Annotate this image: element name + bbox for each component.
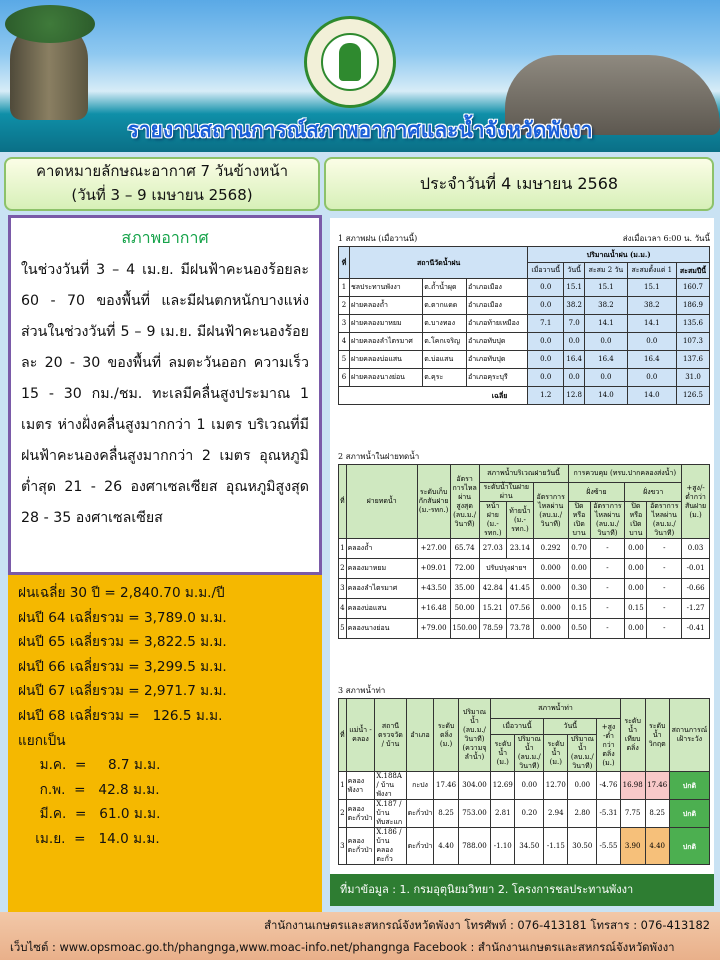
runoff-table-row xyxy=(339,772,710,800)
t2-h-down: ท้ายน้ำ (ม.-รทก.) xyxy=(506,502,533,539)
rain-line: ก.พ. = 42.8 ม.ม. xyxy=(18,781,160,798)
t2-diff-cell: -1.27 xyxy=(682,599,710,619)
t2-up-cell: 27.03 xyxy=(479,539,506,559)
t1-station-cell: ฝายคลองนางย่อน xyxy=(350,369,423,387)
t3-h-diff: +สูง -ต่ำกว่าตลิ่ง (ม.) xyxy=(597,719,620,772)
t2-no-cell: 5 xyxy=(339,619,347,639)
t1-h-station: สถานีวัดน้ำฝน xyxy=(350,247,528,279)
t2-maxflow-cell: 35.00 xyxy=(450,579,479,599)
t3-h-state: สภาพน้ำท่า xyxy=(491,699,620,719)
t2-rate-left-cell: - xyxy=(590,559,625,579)
t3-pct-cell: 16.98 xyxy=(620,772,645,800)
t3-pct2-cell: 4.40 xyxy=(645,828,669,865)
t3-capacity-cell: 304.00 xyxy=(458,772,491,800)
t3-level-y-cell: 12.69 xyxy=(491,772,515,800)
t2-down-cell: 41.45 xyxy=(506,579,533,599)
t1-today-cell: 0.0 xyxy=(564,333,585,351)
t1-no-cell: 5 xyxy=(339,351,350,369)
t1-no-cell: 6 xyxy=(339,369,350,387)
t1-station-cell: ฝายคลองบ่อแสน xyxy=(350,351,423,369)
t1-no-cell: 1 xyxy=(339,279,350,297)
footer xyxy=(0,912,720,960)
t2-no-cell: 2 xyxy=(339,559,347,579)
t3-h-level-t: ระดับน้ำ (ม.) xyxy=(544,735,568,772)
footer-contact: สำนักงานเกษตรและสหกรณ์จังหวัดพังงา โทรศัพท์ : 076-413181 โทรสาร : 076-413182 xyxy=(264,918,710,932)
t1-today-cell: 38.2 xyxy=(564,297,585,315)
t1-today-cell: 0.0 xyxy=(564,369,585,387)
t1-amphoe-cell: อำเภอเมือง xyxy=(466,279,527,297)
t2-rate-right-cell: - xyxy=(647,619,682,639)
t1-yesterday-cell: 7.1 xyxy=(528,315,564,333)
t1-station-cell: ฝายคลองถ้ำ xyxy=(350,297,423,315)
t3-level-y-cell: -1.10 xyxy=(491,828,515,865)
t1-today-cell: 15.1 xyxy=(564,279,585,297)
forecast-dates: (วันที่ 3 – 9 เมษายน 2568) xyxy=(71,186,253,204)
t3-diff-cell: -4.76 xyxy=(597,772,620,800)
t1-acc2-cell: 14.1 xyxy=(585,315,627,333)
t2-rate-left-cell: - xyxy=(590,619,625,639)
t3-flow-t-cell: 30.50 xyxy=(568,828,597,865)
t2-h-maxflow: อัตราการไหลผ่านสูงสุด (ลบ.ม./วินาที) xyxy=(450,465,479,539)
rain-line: ฝนปี 65 เฉลี่ยรวม = 3,822.5 ม.ม. xyxy=(18,634,227,651)
runoff-table-row xyxy=(339,828,710,865)
t1-acc1-cell: 15.1 xyxy=(627,279,676,297)
t2-crest-cell: +27.00 xyxy=(417,539,450,559)
rain-table-row xyxy=(339,297,710,315)
t3-station-cell: X.187 / บ้านทับสะแก xyxy=(375,800,406,828)
t2-open-right-cell: 0.00 xyxy=(625,579,647,599)
t3-h-no: ที่ xyxy=(339,699,347,772)
t2-open-right-cell: 0.00 xyxy=(625,619,647,639)
forecast-period-box xyxy=(4,157,320,211)
t3-h-station: สถานีตรวจวัด / บ้าน xyxy=(375,699,406,772)
weir-table-row xyxy=(339,579,710,599)
header-banner xyxy=(0,0,720,152)
t3-no-cell: 2 xyxy=(339,800,347,828)
t3-level-y-cell: 2.81 xyxy=(491,800,515,828)
t2-rate-right-cell: - xyxy=(647,599,682,619)
rain-table-row xyxy=(339,315,710,333)
t2-h-weir: ฝายทดน้ำ xyxy=(346,465,417,539)
t3-h-pct: ระดับน้ำ เทียบตลิ่ง xyxy=(620,699,645,772)
t3-no-cell: 3 xyxy=(339,828,347,865)
t2-diff-cell: -0.01 xyxy=(682,559,710,579)
t1-h-amount: ปริมาณน้ำฝน (ม.ม.) xyxy=(528,247,710,263)
t2-flow-cell: 0.000 xyxy=(533,579,568,599)
rain-line: ฝนเฉลี่ย 30 ปี = 2,840.70 ม.ม./ปี xyxy=(18,585,225,601)
t3-pct-cell: 7.75 xyxy=(620,800,645,828)
rain-table-row xyxy=(339,351,710,369)
t2-flow-cell: 0.292 xyxy=(533,539,568,559)
t2-h-open-right: ปิดหรือเปิดบาน xyxy=(625,502,647,539)
t2-h-diff: +สูง/-ต่ำกว่าสันฝาย (ม.) xyxy=(682,465,710,539)
t2-h-no: ที่ xyxy=(339,465,347,539)
rain-table-row xyxy=(339,369,710,387)
t2-flow-cell: 0.000 xyxy=(533,559,568,579)
t2-diff-cell: -0.66 xyxy=(682,579,710,599)
weir-table-row xyxy=(339,599,710,619)
rain-line: ฝนปี 68 เฉลี่ยรวม = 126.5 ม.ม. xyxy=(18,707,223,724)
t1-year-cell: 137.6 xyxy=(676,351,709,369)
t2-crest-cell: +09.01 xyxy=(417,559,450,579)
t2-open-left-cell: 0.70 xyxy=(568,539,590,559)
t2-no-cell: 3 xyxy=(339,579,347,599)
data-source-bar: ที่มาข้อมูล : 1. กรมอุตุนิยมวิทยา 2. โครงการชลประทานพังงา xyxy=(330,874,714,906)
t3-station-cell: X.186 / บ้านคลองตะกั่ว xyxy=(375,828,406,865)
t1-tambon-cell: ต.บ่อแสน xyxy=(423,351,467,369)
t2-crest-cell: +43.50 xyxy=(417,579,450,599)
t2-down-cell: 23.14 xyxy=(506,539,533,559)
t2-up-cell: ปรับปรุงฝายฯ xyxy=(479,559,533,579)
t3-capacity-cell: 753.00 xyxy=(458,800,491,828)
t2-rate-left-cell: - xyxy=(590,579,625,599)
t3-pct2-cell: 17.46 xyxy=(645,772,669,800)
t1-h-yesterday: เมื่อวานนี้ xyxy=(528,263,564,279)
t3-flow-y-cell: 0.20 xyxy=(515,800,544,828)
t3-pct-cell: 3.90 xyxy=(620,828,645,865)
t2-diff-cell: -0.41 xyxy=(682,619,710,639)
t1-acc2-cell: 0.0 xyxy=(585,333,627,351)
t1-avg-row xyxy=(339,387,710,405)
t1-amphoe-cell: อำเภอทับปุด xyxy=(466,333,527,351)
t1-year-cell: 186.9 xyxy=(676,297,709,315)
t2-crest-cell: +79.00 xyxy=(417,619,450,639)
t2-rate-left-cell: - xyxy=(590,539,625,559)
seal-inner-ring xyxy=(321,33,379,91)
t2-flow-cell: 0.000 xyxy=(533,599,568,619)
t1-tambon-cell: ต.คุระ xyxy=(423,369,467,387)
t3-bank-cell: 17.46 xyxy=(434,772,458,800)
t3-bank-cell: 8.25 xyxy=(434,800,458,828)
t1-avg-cell: 14.0 xyxy=(585,387,627,405)
t3-level-t-cell: 12.70 xyxy=(544,772,568,800)
t3-h-capacity: ปริมาณน้ำ (ลบ.ม./วินาที) (ความจุลำน้ำ) xyxy=(458,699,491,772)
t3-amphoe-cell: ตะกั่วป่า xyxy=(406,800,434,828)
rain-table-row xyxy=(339,279,710,297)
t1-avg-cell: 12.8 xyxy=(564,387,585,405)
t1-year-cell: 107.3 xyxy=(676,333,709,351)
t2-no-cell: 1 xyxy=(339,539,347,559)
weir-table-row xyxy=(339,559,710,579)
t1-no-cell: 4 xyxy=(339,333,350,351)
t2-up-cell: 42.84 xyxy=(479,579,506,599)
rain-line: ฝนปี 66 เฉลี่ยรวม = 3,299.5 ม.ม. xyxy=(18,658,227,675)
t3-status-cell: ปกติ xyxy=(669,800,709,828)
forecast-title: คาดหมายลักษณะอากาศ 7 วันข้างหน้า xyxy=(35,162,289,180)
t3-h-today: วันนี้ xyxy=(544,719,597,735)
t2-h-state: สภาพน้ำบริเวณฝายวันนี้ xyxy=(479,465,568,483)
t1-h-acc1: สะสมตั้งแต่ 1 xyxy=(627,263,676,279)
t2-rate-right-cell: - xyxy=(647,559,682,579)
t2-open-right-cell: 0.00 xyxy=(625,559,647,579)
weather-panel xyxy=(8,215,322,575)
runoff-section-title: 3 สภาพน้ำท่า xyxy=(338,686,386,695)
page-title: รายงานสถานการณ์สภาพอากาศและน้ำจังหวัดพังงา xyxy=(127,118,593,142)
t2-maxflow-cell: 65.74 xyxy=(450,539,479,559)
t3-river-cell: คลองตะกั่วป่า xyxy=(346,800,375,828)
t2-weir-cell: คลองมาหยม xyxy=(346,559,417,579)
t3-status-cell: ปกติ xyxy=(669,772,709,800)
t3-h-yesterday: เมื่อวานนี้ xyxy=(491,719,544,735)
water-tables-panel xyxy=(330,218,714,874)
t2-weir-cell: คลองลำไตรมาศ xyxy=(346,579,417,599)
t2-h-up: หน้าฝาย (ม.-รทก.) xyxy=(479,502,506,539)
t2-open-right-cell: 0.00 xyxy=(625,539,647,559)
t1-h-no: ที่ xyxy=(339,247,350,279)
t2-open-left-cell: 0.15 xyxy=(568,599,590,619)
t1-amphoe-cell: อำเภอท้ายเหมือง xyxy=(466,315,527,333)
t1-station-cell: ฝายคลองลำไตรมาศ xyxy=(350,333,423,351)
t2-up-cell: 15.21 xyxy=(479,599,506,619)
t2-diff-cell: 0.03 xyxy=(682,539,710,559)
t3-level-t-cell: -1.15 xyxy=(544,828,568,865)
t1-yesterday-cell: 0.0 xyxy=(528,351,564,369)
t1-h-today: วันนี้ xyxy=(564,263,585,279)
t3-flow-t-cell: 0.00 xyxy=(568,772,597,800)
t3-no-cell: 1 xyxy=(339,772,347,800)
t2-h-crest: ระดับเก็บกักสันฝาย (ม.-รทก.) xyxy=(417,465,450,539)
t2-weir-cell: คลองนางย่อน xyxy=(346,619,417,639)
t3-flow-y-cell: 34.50 xyxy=(515,828,544,865)
t3-h-flow-y: ปริมาณน้ำ (ลบ.ม./วินาที) xyxy=(515,735,544,772)
t2-h-flow: อัตราการไหลผ่าน (ลบ.ม./วินาที) xyxy=(533,483,568,539)
rain-line: มี.ค. = 61.0 ม.ม. xyxy=(18,806,161,823)
t2-rate-right-cell: - xyxy=(647,539,682,559)
runoff-table-row xyxy=(339,800,710,828)
rain-report-time: ส่งเมื่อเวลา 6:00 น. วันนี้ xyxy=(622,234,710,243)
t2-rate-right-cell: - xyxy=(647,579,682,599)
t1-no-cell: 3 xyxy=(339,315,350,333)
rain-table-row xyxy=(339,333,710,351)
seal-deity-icon xyxy=(339,43,361,81)
weir-table-row xyxy=(339,539,710,559)
t2-down-cell: 07.56 xyxy=(506,599,533,619)
t2-rate-left-cell: - xyxy=(590,599,625,619)
t2-h-open-left: ปิดหรือเปิดบาน xyxy=(568,502,590,539)
runoff-table-section xyxy=(338,684,710,865)
rain-section-title: 1 สภาพฝน (เมื่อวานนี้) xyxy=(338,234,418,243)
t1-amphoe-cell: อำเภอเมือง xyxy=(466,297,527,315)
t2-down-cell: 73.78 xyxy=(506,619,533,639)
t1-acc1-cell: 16.4 xyxy=(627,351,676,369)
t3-pct2-cell: 8.25 xyxy=(645,800,669,828)
t1-acc2-cell: 16.4 xyxy=(585,351,627,369)
t3-bank-cell: 4.40 xyxy=(434,828,458,865)
t3-amphoe-cell: ตะกั่วป่า xyxy=(406,828,434,865)
t3-level-t-cell: 2.94 xyxy=(544,800,568,828)
t3-amphoe-cell: กะปง xyxy=(406,772,434,800)
rainfall-summary xyxy=(8,575,322,915)
t1-acc1-cell: 0.0 xyxy=(627,369,676,387)
t3-capacity-cell: 788.00 xyxy=(458,828,491,865)
t1-acc1-cell: 38.2 xyxy=(627,297,676,315)
t1-acc1-cell: 14.1 xyxy=(627,315,676,333)
t3-h-status: สถานการณ์ เฝ้าระวัง xyxy=(669,699,709,772)
t2-open-right-cell: 0.15 xyxy=(625,599,647,619)
t1-yesterday-cell: 0.0 xyxy=(528,297,564,315)
t1-tambon-cell: ต.บางทอง xyxy=(423,315,467,333)
runoff-table xyxy=(338,698,710,865)
t1-today-cell: 7.0 xyxy=(564,315,585,333)
t2-h-level: ระดับน้ำในฝายผ่าน xyxy=(479,483,533,502)
t2-weir-cell: คลองบ่อแสน xyxy=(346,599,417,619)
t3-diff-cell: -5.31 xyxy=(597,800,620,828)
t3-h-pct2: ระดับน้ำ วิกฤต xyxy=(645,699,669,772)
t2-no-cell: 4 xyxy=(339,599,347,619)
t2-open-left-cell: 0.30 xyxy=(568,579,590,599)
t1-tambon-cell: ต.โคกเจริญ xyxy=(423,333,467,351)
t1-acc1-cell: 0.0 xyxy=(627,333,676,351)
t1-year-cell: 31.0 xyxy=(676,369,709,387)
t1-acc2-cell: 38.2 xyxy=(585,297,627,315)
t3-diff-cell: -5.55 xyxy=(597,828,620,865)
t3-h-amphoe: อำเภอ xyxy=(406,699,434,772)
t2-weir-cell: คลองถ้ำ xyxy=(346,539,417,559)
rain-table-section xyxy=(338,232,710,405)
t1-amphoe-cell: อำเภอทับปุด xyxy=(466,351,527,369)
t3-station-cell: X.188A / บ้านพังงา xyxy=(375,772,406,800)
report-date-box: ประจำวันที่ 4 เมษายน 2568 xyxy=(324,157,714,211)
t3-river-cell: คลองตะกั่วป่า xyxy=(346,828,375,865)
t2-maxflow-cell: 150.00 xyxy=(450,619,479,639)
t1-tambon-cell: ต.ตากแดด xyxy=(423,297,467,315)
t2-open-left-cell: 0.50 xyxy=(568,619,590,639)
t2-up-cell: 78.59 xyxy=(479,619,506,639)
rain-line: ฝนปี 64 เฉลี่ยรวม = 3,789.0 ม.ม. xyxy=(18,609,227,626)
t1-acc2-cell: 15.1 xyxy=(585,279,627,297)
t1-year-cell: 135.6 xyxy=(676,315,709,333)
weather-heading: สภาพอากาศ xyxy=(121,228,209,247)
footer-website: เว็บไซต์ : www.opsmoac.go.th/phangnga,www.moac-info.net/phangnga Facebook : สำนักงานเกษตรและสหกรณ์จังหวัดพังงา xyxy=(10,940,675,954)
t1-station-cell: ฝายคลองมาหยม xyxy=(350,315,423,333)
t2-h-right: ฝั่งขวา xyxy=(625,483,682,502)
t1-station-cell: ชลประทานพังงา xyxy=(350,279,423,297)
rain-line: ม.ค. = 8.7 ม.ม. xyxy=(18,757,161,774)
t2-h-left: ฝั่งซ้าย xyxy=(568,483,625,502)
t3-h-flow-t: ปริมาณน้ำ (ลบ.ม./วินาที) xyxy=(568,735,597,772)
t1-yesterday-cell: 0.0 xyxy=(528,279,564,297)
t2-h-rate-right: อัตราการไหลผ่าน (ลบ.ม./วินาที) xyxy=(647,502,682,539)
weir-section-title: 2 สภาพน้ำในฝายทดน้ำ xyxy=(338,452,420,461)
t3-river-cell: คลองพังงา xyxy=(346,772,375,800)
t1-avg-label: เฉลี่ย xyxy=(339,387,528,405)
t2-open-left-cell: 0.00 xyxy=(568,559,590,579)
t1-avg-cell: 14.0 xyxy=(627,387,676,405)
t1-amphoe-cell: อำเภอคุระบุรี xyxy=(466,369,527,387)
rock-foliage-image xyxy=(5,5,95,43)
ministry-seal-logo xyxy=(304,16,396,108)
t1-no-cell: 2 xyxy=(339,297,350,315)
rain-line: แยกเป็น xyxy=(18,732,66,749)
t1-tambon-cell: ต.ถ้ำน้ำผุด xyxy=(423,279,467,297)
t2-h-control: การควบคุม (ทรบ.ปากคลองส่งน้ำ) xyxy=(568,465,682,483)
t1-yesterday-cell: 0.0 xyxy=(528,333,564,351)
t3-h-bank: ระดับตลิ่ง (ม.) xyxy=(434,699,458,772)
t3-status-cell: ปกติ xyxy=(669,828,709,865)
weather-description: ในช่วงวันที่ 3 – 4 เม.ย. มีฝนฟ้าคะนองร้อยละ 60 - 70 ของพื้นที่ และมีฝนตกหนักบางแห่ง ส่วนในช่วงวันที่ 5 – 9 เม.ย. มีฝนฟ้าคะนองร้อยละ 20 - 30 ของพื้นที่ ลมตะวันออก ความเร็ว 15 - 30 กม./ชม. ทะเลมีคลื่นสูงประมาณ 1 เมตร ห่างฝั่งคลื่นสูงมากกว่า 1 เมตร บริเวณที่มีฝนฟ้าคะนองคลื่นสูงมากกว่า 2 เมตร อุณหภูมิต่ำสุด 21 - 26 องศาเซลเซียส อุณหภูมิสูงสุด 28 - 35 องศาเซลเซียส xyxy=(21,262,309,526)
weir-table xyxy=(338,464,710,639)
t2-h-rate-left: อัตราการไหลผ่าน (ลบ.ม./วินาที) xyxy=(590,502,625,539)
t3-h-level-y: ระดับน้ำ (ม.) xyxy=(491,735,515,772)
t3-h-river: แม่น้ำ - คลอง xyxy=(346,699,375,772)
t1-avg-cell: 126.5 xyxy=(676,387,709,405)
t3-flow-y-cell: 0.00 xyxy=(515,772,544,800)
t2-crest-cell: +16.48 xyxy=(417,599,450,619)
rain-line: เม.ย. = 14.0 ม.ม. xyxy=(18,830,160,847)
t1-today-cell: 16.4 xyxy=(564,351,585,369)
t1-acc2-cell: 0.0 xyxy=(585,369,627,387)
weir-table-row xyxy=(339,619,710,639)
weir-table-section xyxy=(338,450,710,639)
t1-avg-cell: 1.2 xyxy=(528,387,564,405)
t2-flow-cell: 0.000 xyxy=(533,619,568,639)
t1-h-year: สะสมปีนี้ xyxy=(676,263,709,279)
t1-h-acc2: สะสม 2 วัน xyxy=(585,263,627,279)
t1-yesterday-cell: 0.0 xyxy=(528,369,564,387)
rain-table xyxy=(338,246,710,405)
t2-maxflow-cell: 72.00 xyxy=(450,559,479,579)
t1-year-cell: 160.7 xyxy=(676,279,709,297)
rain-line: ฝนปี 67 เฉลี่ยรวม = 2,971.7 ม.ม. xyxy=(18,683,227,700)
t2-maxflow-cell: 50.00 xyxy=(450,599,479,619)
t3-flow-t-cell: 2.80 xyxy=(568,800,597,828)
